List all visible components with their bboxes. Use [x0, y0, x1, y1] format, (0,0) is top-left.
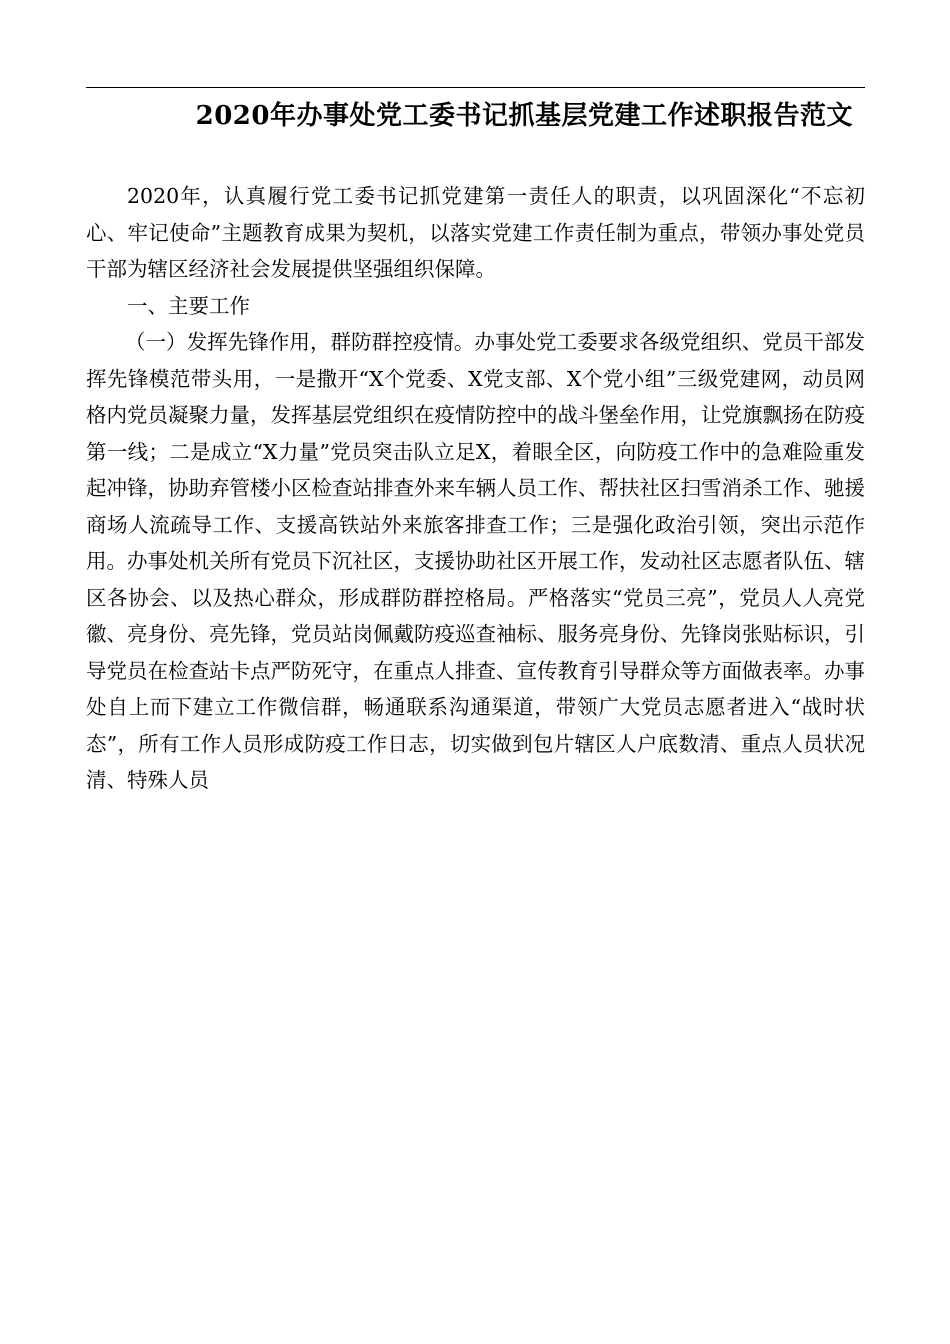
section-item-paragraph: （一）发挥先锋作用，群防群控疫情。办事处党工委要求各级党组织、党员干部发挥先锋模范带头用，一是撒开“X个党委、X党支部、X个党小组”三级党建网，动员网格内党员凝聚力量，发挥基层党组织在疫情防控中的战斗堡垒作用，让党旗飘扬在防疫第一线；二是成立“X力量”党员突击队立足X，着眼全区，向防疫工作中的急难险重发起冲锋，协助弃管楼小区检查站排查外来车辆人员工作、帮扶社区扫雪消杀工作、驰援商场人流疏导工作、支援高铁站外来旅客排查工作；三是强化政治引领，突出示范作用。办事处机关所有党员下沉社区，支援协助社区开展工作，发动社区志愿者队伍、辖区各协会、以及热心群众，形成群防群控格局。严格落实“党员三亮”，党员人人亮党徽、亮身份、亮先锋，党员站岗佩戴防疫巡查袖标、服务亮身份、先锋岗张贴标识，引导党员在检查站卡点严防死守，在重点人排查、宣传教育引导群众等方面做表率。办事处自上而下建立工作微信群，畅通联系沟通渠道，带领广大党员志愿者进入“战时状态”，所有工作人员形成防疫工作日志，切实做到包片辖区人户底数清、重点人员状况清、特殊人员	[86, 330, 865, 792]
document-body	[86, 178, 865, 799]
section-heading: 一、主要工作	[127, 293, 250, 318]
document-title: 2020年办事处党工委书记抓基层党建工作述职报告范文	[195, 101, 853, 131]
intro-paragraph: 2020年，认真履行党工委书记抓党建第一责任人的职责，以巩固深化“不忘初心、牢记使命”主题教育成果为契机，以落实党建工作责任制为重点，带领办事处党员干部为辖区经济社会发展提供坚强组织保障。	[86, 184, 865, 281]
header-rule	[86, 87, 865, 88]
